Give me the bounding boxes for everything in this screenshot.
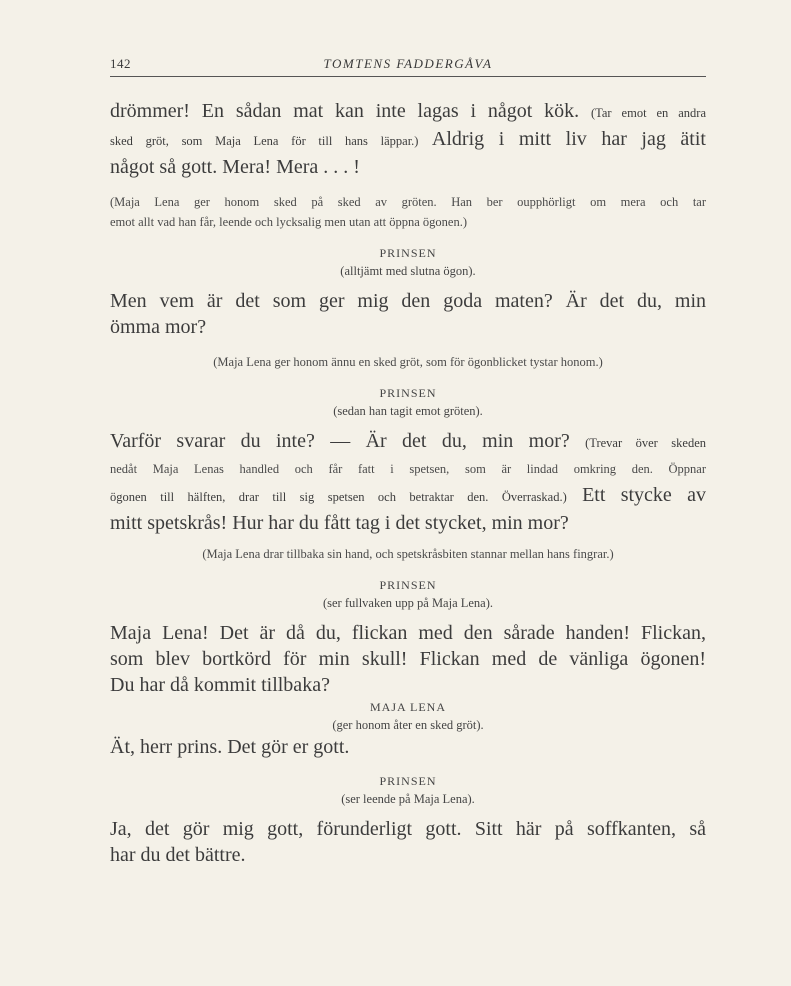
dialogue-text: Varför svarar du inte? — Är det du, min mor?	[110, 430, 570, 452]
stage-direction: (Maja Lena ger honom sked på sked av gröten. Han ber oupphörligt om mera och tar	[110, 195, 706, 209]
speaker-name: MAJA LENA	[369, 700, 446, 714]
page-number: 142	[110, 56, 131, 71]
stage-direction: (Maja Lena ger honom ännu en sked gröt, som för ögonblicket tystar honom.)	[213, 355, 603, 369]
dialogue-text: Ett stycke av	[582, 484, 706, 506]
page-header	[110, 54, 706, 77]
stage-direction: (Maja Lena drar tillbaka sin hand, och spetskråsbiten stannar mellan hans fingrar.)	[202, 547, 614, 561]
dialogue-text: Aldrig i mitt liv har jag ätit	[431, 128, 706, 150]
dialogue-line: Ja, det gör mig gott, förunderligt gott. Sitt här på soffkanten, så	[110, 818, 706, 840]
page-body	[110, 98, 706, 868]
stage-direction: emot allt vad han får, leende och lycksalig men utan att öppna ögonen.)	[110, 215, 468, 229]
running-title: TOMTENS FADDERGÅVA	[323, 56, 493, 71]
speaker-name: PRINSEN	[379, 386, 437, 400]
dialogue-line	[110, 482, 706, 510]
speaker-direction: (alltjämt med slutna ögon).	[340, 264, 476, 278]
stage-direction-inline: (Trevar över skeden	[585, 436, 707, 450]
stage-direction-inline: (Tar emot en andra	[590, 106, 706, 120]
dialogue-line: Ät, herr prins. Det gör er gott.	[110, 736, 350, 758]
speaker-name: PRINSEN	[379, 774, 437, 788]
dialogue-text: drömmer! En sådan mat kan inte lagas i något kök.	[110, 100, 580, 122]
speaker-direction: (sedan han tagit emot gröten).	[333, 404, 483, 418]
dialogue-line: ömma mor?	[110, 316, 207, 338]
dialogue-line: har du det bättre.	[110, 844, 246, 866]
dialogue-line	[110, 126, 706, 154]
dialogue-line: Du har då kommit tillbaka?	[110, 674, 330, 696]
speaker-name: PRINSEN	[379, 578, 437, 592]
speaker-direction: (ser fullvaken upp på Maja Lena).	[322, 596, 494, 610]
dialogue-line	[110, 428, 706, 456]
stage-direction-inline: ögonen till hälften, drar till sig spetsen och betraktar den. Överraskad.)	[110, 490, 567, 504]
dialogue-line	[110, 98, 706, 126]
stage-direction: nedåt Maja Lenas handled och får fatt i spetsen, som är lindad omkring den. Öppnar	[110, 462, 706, 476]
speaker-direction: (ser leende på Maja Lena).	[341, 792, 475, 806]
stage-direction-inline: sked gröt, som Maja Lena för till hans läppar.)	[110, 134, 419, 148]
dialogue-line: Maja Lena! Det är då du, flickan med den sårade handen! Flickan,	[110, 622, 706, 644]
dialogue-line: som blev bortkörd för min skull! Flickan med de vänliga ögonen!	[110, 648, 706, 670]
speaker-direction: (ger honom åter en sked gröt).	[332, 718, 484, 732]
dialogue-line: något så gott. Mera! Mera . . . !	[110, 156, 360, 178]
dialogue-line: mitt spetskrås! Hur har du fått tag i det stycket, min mor?	[110, 512, 569, 534]
speaker-name: PRINSEN	[379, 246, 437, 260]
dialogue-line: Men vem är det som ger mig den goda maten? Är det du, min	[110, 290, 706, 312]
